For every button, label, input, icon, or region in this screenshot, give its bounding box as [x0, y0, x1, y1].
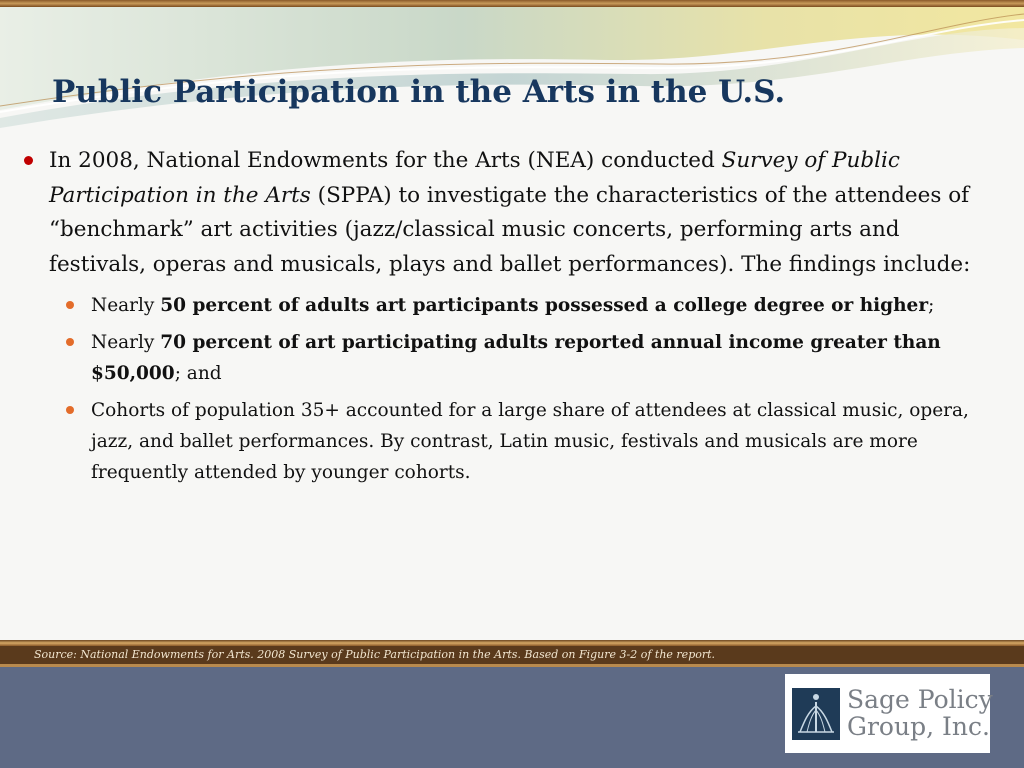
main-bullet-text: In 2008, National Endowments for the Arts (NEA) conducted: [49, 148, 722, 173]
main-bullet: [18, 144, 1003, 282]
sub-bullet-list: [60, 290, 1003, 488]
source-note: Source: National Endowments for Arts. 2008 Survey of Public Participation in the Arts. Based on Figure 3-2 of the report.: [34, 648, 716, 661]
sub-bullet-prefix: Nearly: [91, 295, 161, 316]
sage-logo-icon: [792, 688, 840, 740]
survey-title: Survey of Public Participation in the Arts: [49, 148, 900, 208]
sub-bullet-cohorts: [60, 395, 1003, 488]
logo-wordmark: [847, 686, 993, 740]
bullet-dot-icon: [24, 156, 33, 165]
slide-title: Public Participation in the Arts in the U.S.: [52, 74, 786, 110]
sub-bullet-highlight: 70 percent of art participating adults reported annual income greater than $50,000: [91, 332, 941, 384]
sub-bullet-highlight: 50 percent of adults art participants possessed a college degree or higher: [160, 295, 929, 316]
sub-bullet-suffix: ; and: [174, 363, 222, 384]
company-logo: [785, 674, 993, 753]
bullet-dot-icon: [66, 301, 74, 309]
sub-bullet-prefix: Nearly: [91, 332, 161, 353]
sub-bullet-education: [60, 290, 1003, 321]
sub-bullet-income: [60, 327, 1003, 389]
source-bar: [0, 646, 1024, 664]
main-bullet-text-cont: (SPPA) to investigate the characteristics of the attendees of “benchmark” art activities (jazz/classical music concerts, performing arts and festivals, operas and musicals, plays and ballet performances). The findings include:: [49, 182, 971, 277]
sub-bullet-text: Cohorts of population 35+ accounted for a large share of attendees at classical music, opera, jazz, and ballet performances. By contrast, Latin music, festivals and musicals are more frequently attended by younger cohorts.: [91, 400, 969, 483]
logo-line2: Group, Inc.: [847, 712, 990, 741]
sub-bullet-suffix: ;: [928, 295, 935, 316]
bullet-list: [18, 144, 1003, 494]
bullet-dot-icon: [66, 338, 74, 346]
bullet-dot-icon: [66, 406, 74, 414]
logo-line1: Sage Policy: [847, 685, 993, 714]
